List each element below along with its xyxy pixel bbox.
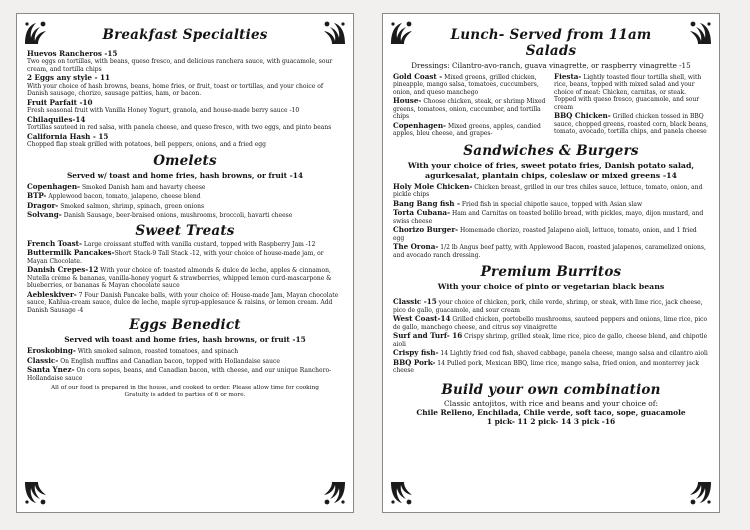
- menu-item-description: With smoked salmon, roasted tomatoes, and spinach: [75, 348, 239, 356]
- menu-item: [27, 291, 343, 314]
- salads-right-list: [554, 73, 709, 139]
- menu-item-description: 7 Four Danish Pancake balls, with your choice of: House-made Jam, Mayan chocolate sauce, Kahlua-cream sauce, dulce de leche, maple syrup-applesauce & raisins, or lemon cream. Add Danish Sausage -4: [27, 291, 339, 314]
- menu-item-name: House-: [393, 96, 422, 106]
- menu-item-name: Classic-: [27, 355, 59, 365]
- breakfast-list: [27, 50, 343, 149]
- menu-item-name: The Orona-: [393, 242, 439, 252]
- menu-item-description: Fried fish in special chipotle sauce, topped with Asian slaw: [459, 200, 643, 208]
- menu-item-name: Solvang-: [27, 210, 62, 220]
- menu-item: [554, 112, 709, 135]
- menu-item: [27, 74, 343, 97]
- footnote-cooking: All of our food is prepared in the house, and cooked to order. Please allow time for cooking: [51, 385, 319, 392]
- menu-item: [393, 243, 709, 259]
- breakfast-menu-panel: [16, 13, 354, 513]
- menu-item: [27, 357, 343, 365]
- sandwiches-subtitle: With your choice of fries, sweet potato fries, Danish potato salad, agurkesalat, plantain chips, coleslaw or mixed greens -14: [407, 160, 695, 180]
- menu-item: [27, 211, 343, 219]
- burritos-subtitle: With your choice of pinto or vegetarian black beans: [437, 282, 665, 292]
- menu-item: [393, 226, 709, 242]
- menu-item-description: Two eggs on tortillas, with beans, queso fresco, and delicious ranchera sauce, with guacamole, sour cream, and tortilla chips: [27, 58, 333, 73]
- menu-item-name: Santa Ynez-: [27, 365, 75, 375]
- menu-item-name: 2 Eggs any style - 11: [27, 73, 110, 83]
- menu-item-description: 14 Lightly fried cod fish, shaved cabbage, panela cheese, mango salsa and cilantro aioli: [438, 350, 708, 358]
- salads-columns: [393, 73, 709, 139]
- menu-item-name: Buttermilk Pancakes-: [27, 248, 115, 258]
- menu-item-description: Homemade chorizo, roasted Jalapeno aioli, lettuce, tomato, onion, and 1 fried egg: [393, 227, 697, 242]
- menu-item: [393, 200, 709, 208]
- menu-item: [27, 249, 343, 265]
- menu-item-name: BTP-: [27, 191, 47, 201]
- menu-item: [27, 133, 343, 149]
- menu-item-description: 1/2 lb Angus beef patty, with Applewood Bacon, roasted jalapenos, caramelized onions, and avocado ranch dressing.: [393, 244, 706, 259]
- menu-item: [393, 97, 548, 120]
- menu-item: [27, 99, 343, 115]
- menu-item-description: Danish Sausage, beer-braised onions, mushrooms, broccoli, havarti cheese: [61, 212, 293, 220]
- menu-item-description: Smoked Danish ham and havarty cheese: [80, 183, 206, 191]
- menu-item-description: Chopped flap steak grilled with potatoes, bell peppers, onions, and a fried egg: [27, 141, 266, 149]
- menu-item: [393, 359, 709, 375]
- menu-item-description: Grilled chicken, portobello mushrooms, sauteed peppers and onions, lime rice, pico de gallo, manchego cheese, and citrus soy vinaigrette: [393, 316, 708, 331]
- menu-item: [393, 298, 709, 314]
- menu-item-description: Applewood bacon, tomato, jalapeno, cheese blend: [46, 193, 201, 201]
- menu-item: [27, 50, 343, 73]
- eggs-benedict-list: [27, 347, 343, 382]
- menu-item: [393, 122, 548, 138]
- dressings: Dressings: Cilantro-avo-ranch, guava vinagrette, or raspberry vinagrette -15: [411, 61, 691, 70]
- menu-item-name: Surf and Turf- 16: [393, 331, 463, 341]
- menu-item: [27, 266, 343, 289]
- menu-item-name: Chilaquiles-14: [27, 114, 86, 124]
- menu-item-name: Classic -15: [393, 297, 437, 307]
- menu-item-name: Dragor-: [27, 200, 59, 210]
- menu-item: [393, 183, 709, 199]
- menu-item-name: Danish Crepes-12: [27, 265, 99, 275]
- footnote-gratuity: Gratuity is added to parties of 6 or more.: [124, 392, 246, 399]
- menu-item-description: Choose chicken, steak, or shrimp Mixed greens, tomatoes, onion, cuccumber, and tortilla chips: [393, 98, 546, 121]
- menu-item-name: Gold Coast -: [393, 72, 443, 81]
- menu-item-description: On English muffins and Canadian bacon, topped with Hollandaise sauce: [58, 357, 280, 365]
- menu-item-description: Mixed greens, apples, candied apples, bleu cheese, and grapes-: [393, 122, 541, 138]
- menu-item-name: Fruit Parfait -10: [27, 97, 93, 107]
- menu-item-name: BBQ Chicken-: [554, 111, 611, 121]
- menu-item-description: With your choice of: toasted almonds & dulce de leche, apples & cinnamon, Nutella crème & bananas, vanilla-honey yogurt & strawberries, whipped lemon curd-mascarpone & blueberries, or bananas & Mayan chocolate sauce: [27, 267, 332, 290]
- menu-item-description: Short Stack-9 Tall Stack -12, with your choice of house-made jam, or Mayan Chocolate.: [27, 250, 324, 265]
- menu-item: [393, 209, 709, 225]
- menu-item-description: Tortillas sauteed in red salsa, with panela cheese, and queso fresco, with two eggs, and pinto beans: [27, 124, 332, 132]
- menu-item-name: Chorizo Burger-: [393, 225, 459, 235]
- menu-item: [393, 315, 709, 331]
- sandwiches-title: Sandwiches & Burgers: [463, 142, 639, 159]
- menu-item: [27, 366, 343, 382]
- lunch-menu-panel: [382, 13, 720, 513]
- menu-item-description: With your choice of hash browns, beans, home fries, or fruit, toast or tortillas, and your choice of Danish sausage, chorizo, sausage patties, ham, or bacon.: [27, 82, 324, 98]
- menu-item: [27, 202, 343, 210]
- menu-item-description: Chicken breast, grilled in our tres chiles sauce, lettuce, tomato, onion, and pickle chips: [393, 183, 703, 199]
- menu-item-name: Copenhagen-: [27, 181, 81, 191]
- menu-item-name: Aebleskiver-: [27, 289, 77, 299]
- omelets-subtitle: Served w/ toast and home fries, hash browns, or fruit -14: [66, 170, 304, 180]
- menu-item-name: Eroskobing-: [27, 346, 76, 356]
- burritos-title: Premium Burritos: [480, 264, 622, 281]
- menu-item-description: Grilled chicken tossed in BBQ sauce, chopped greens, roasted corn, black beans, tomato, avocado, tortilla chips, and panela cheese: [554, 113, 709, 136]
- burritos-list: [393, 298, 709, 374]
- lunch-title: Lunch- Served from 11am: [450, 27, 652, 43]
- menu-item-name: Crispy fish-: [393, 348, 439, 358]
- menu-item-description: On corn sopes, beans, and Canadian bacon, with cheese, and our unique Ranchero-Hollandaise sauce: [27, 367, 332, 382]
- menu-item: [27, 116, 343, 132]
- menu-item-name: West Coast-14: [393, 314, 451, 324]
- eggs-benedict-subtitle: Served wih toast and home fries, hash browns, or fruit -15: [64, 335, 306, 345]
- menu-item: [393, 73, 548, 96]
- salads-title: Salads: [525, 43, 577, 59]
- combo-line-2: Chile Relleno, Enchilada, Chile verde, soft taco, sope, guacamole: [416, 407, 686, 417]
- menu-item: [393, 332, 709, 348]
- sweet-treats-title: Sweet Treats: [135, 222, 235, 239]
- menu-item-description: Large croissant stuffed with vanilla custard, topped with Raspberry Jam -12: [82, 240, 316, 248]
- menu-item: [27, 192, 343, 200]
- menu-item-description: Fresh seasonal fruit with Vanilla Honey Yogurt, granola, and house-made berry sauce -10: [27, 107, 300, 115]
- breakfast-title: Breakfast Specialties: [102, 27, 268, 43]
- menu-item-name: Bang Bang fish -: [393, 198, 460, 208]
- menu-item: [393, 349, 709, 357]
- menu-item-name: Fiesta-: [554, 72, 582, 81]
- menu-item-description: Lightly toasted flour tortilla shell, with rice, beans, topped with mixed salad and your choice of meat: Chicken, carnitas, or steak. Topped with queso fresco, guacamole, and sour cream: [554, 74, 702, 111]
- menu-item-name: BBQ Pork-: [393, 357, 436, 367]
- menu-item-description: 14 Pulled pork, Mexican BBQ, lime rice, mango salsa, fried onion, and monterrey jack cheese: [393, 359, 699, 375]
- omelets-list: [27, 183, 343, 220]
- menu-item-description: Mixed greens, grilled chicken, pineapple, mango salsa, tomatoes, cuccumbers, onion, and queso manchego: [393, 74, 539, 96]
- omelets-title: Omelets: [153, 152, 217, 169]
- menu-item-name: California Hash - 15: [27, 131, 109, 141]
- menu-item-name: Huevos Rancheros -15: [27, 49, 118, 58]
- menu-item: [27, 347, 343, 355]
- menu-item-name: Copenhagen-: [393, 120, 447, 130]
- menu-item-name: Torta Cubana-: [393, 208, 451, 218]
- menu-item-name: Holy Mole Chicken-: [393, 181, 473, 191]
- sandwiches-list: [393, 183, 709, 259]
- menu-item: [554, 73, 709, 111]
- combo-line-1: Classic antojitos, with rice and beans and your choice of:: [444, 398, 658, 408]
- menu-item-description: your choice of chicken, pork, chile verde, shrimp, or steak, with lime ricc, jack cheese, pico de gallo, guacamole, and sour cream: [393, 299, 703, 314]
- combo-title: Build your own combination: [441, 381, 661, 398]
- combo-line-3: 1 pick- 11 2 pick- 14 3 pick -16: [486, 417, 616, 427]
- menu-item-description: Crispy shrimp, grilled steak, lime rice, pico de gallo, cheese blend, and chipotle aioli: [393, 333, 708, 348]
- menu-item: [27, 240, 343, 248]
- menu-item: [27, 183, 343, 191]
- menu-item-description: Smoked salmon, shrimp, spinach, green onions: [58, 202, 205, 210]
- menu-item-name: French Toast-: [27, 238, 82, 248]
- footnote: [27, 385, 343, 399]
- salads-left-list: [393, 73, 548, 139]
- sweet-treats-list: [27, 240, 343, 314]
- eggs-benedict-title: Eggs Benedict: [129, 317, 241, 334]
- menu-item-description: Ham and Carnitas on toasted bolillo bread, with pickles, mayo, dijon mustard, and swiss cheese: [393, 210, 704, 225]
